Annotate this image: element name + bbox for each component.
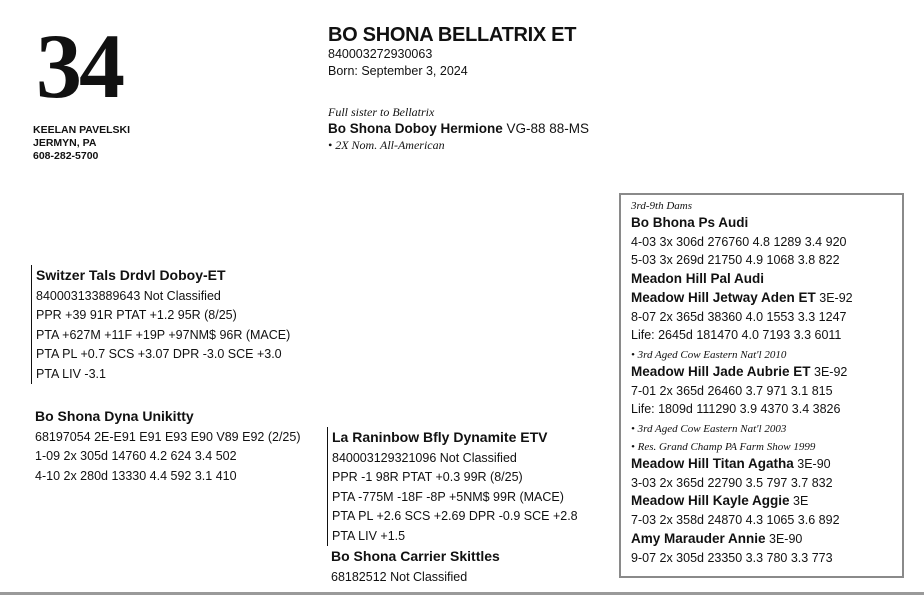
animal-header	[328, 24, 576, 80]
dam-name	[631, 289, 853, 308]
dam-dam-line: 68182512 Not Classified	[331, 569, 468, 584]
dam-record-row: 4-03 3x 306d 276760 4.8 1289 3.4 920	[631, 234, 847, 249]
relative-name: Bo Shona Doboy Hermione	[328, 121, 503, 136]
sire-line: PPR +39 91R PTAT +1.2 95R (8/25)	[36, 308, 237, 322]
animal-birthdate: Born: September 3, 2024	[328, 64, 468, 78]
dam-record-row: 8-07 2x 365d 38360 4.0 1553 3.3 1247	[631, 309, 847, 324]
dam-record-row: Life: 2645d 181470 4.0 7193 3.3 6011	[631, 328, 842, 343]
dam-name-text: Meadow Hill Kayle Aggie	[631, 493, 790, 509]
relative-classification: VG-88 88-MS	[502, 121, 590, 136]
sire-line: PTA +627M +11F +19P +97NM$ 96R (MACE)	[36, 327, 291, 342]
dam-name	[631, 455, 831, 474]
dam-name	[631, 270, 764, 289]
animal-id: 840003272930063	[328, 47, 433, 61]
relative-award: • 2X Nom. All-American	[328, 138, 445, 152]
sire-block	[31, 265, 290, 384]
consignor-location: JERMYN, PA	[33, 137, 97, 149]
dam-sire-line: 840003129321096 Not Classified	[332, 450, 517, 465]
dam-dam-name: Bo Shona Carrier Skittles	[331, 548, 500, 564]
dam-sire-name: La Raninbow Bfly Dynamite ETV	[332, 429, 548, 445]
dam-name	[631, 530, 802, 549]
extended-dams-label: 3rd-9th Dams	[631, 200, 693, 212]
extended-dams-box	[619, 193, 904, 578]
dam-record-row: Life: 1809d 111290 3.9 4370 3.4 3826	[631, 402, 841, 417]
dam-note	[328, 105, 589, 153]
dam-award-note: • Res. Grand Champ PA Farm Show 1999	[631, 441, 816, 454]
dam-classification: 3E-90	[765, 531, 803, 546]
dam-name	[631, 363, 847, 382]
sire-dam-line: 68197054 2E-E91 E91 E93 E90 V89 E92 (2/25)	[35, 429, 301, 444]
relative-line	[328, 120, 589, 138]
dam-sire-block	[327, 427, 578, 546]
sire-dam-line: 1-09 2x 305d 14760 4.2 624 3.4 502	[35, 449, 237, 463]
dam-dam-block	[331, 546, 500, 587]
dam-name	[631, 492, 808, 511]
dam-name-text: Meadow Hill Jetway Aden ET	[631, 289, 816, 305]
extended-dams-list	[631, 214, 892, 567]
dam-classification: 3E-92	[815, 290, 853, 305]
sire-line: PTA LIV -3.1	[36, 366, 106, 381]
sire-line: 840003133889643 Not Classified	[36, 288, 221, 303]
dam-sire-line: PTA LIV +1.5	[332, 528, 406, 543]
dam-record-row: 3-03 2x 365d 22790 3.5 797 3.7 832	[631, 475, 833, 490]
dam-record-row: 9-07 2x 305d 23350 3.3 780 3.3 773	[631, 550, 833, 565]
dam-record-row: 7-03 2x 358d 24870 4.3 1065 3.6 892	[631, 513, 840, 528]
dam-classification: 3E-90	[793, 457, 831, 472]
dam-name-text: Amy Marauder Annie	[631, 530, 766, 546]
consignor-phone: 608-282-5700	[33, 150, 99, 162]
dam-sire-line: PPR -1 98R PTAT +0.3 99R (8/25)	[332, 470, 523, 484]
consignor-name: KEELAN PAVELSKI	[33, 124, 131, 136]
bottom-divider	[0, 592, 924, 595]
dam-record-row: 7-01 2x 365d 26460 3.7 971 3.1 815	[631, 383, 833, 398]
dam-classification: 3E	[789, 494, 809, 509]
dam-name	[631, 214, 748, 233]
sire-dam-name: Bo Shona Dyna Unikitty	[35, 408, 194, 424]
relation-note: Full sister to Bellatrix	[328, 105, 435, 119]
dam-name-text: Meadow Hill Titan Agatha	[631, 456, 794, 472]
dam-award-note: • 3rd Aged Cow Eastern Nat'l 2003	[631, 423, 787, 436]
lot-number: 34	[36, 15, 122, 117]
dam-name-text: Meadon Hill Pal Audi	[631, 271, 765, 287]
dam-sire-line: PTA -775M -18F -8P +5NM$ 99R (MACE)	[332, 489, 564, 504]
sire-dam-block	[35, 406, 300, 486]
sire-name: Switzer Tals Drdvl Doboy-ET	[36, 267, 226, 283]
sire-dam-line: 4-10 2x 280d 13330 4.4 592 3.1 410	[35, 468, 237, 483]
dam-classification: 3E-92	[810, 364, 848, 379]
dam-record-row: 5-03 3x 269d 21750 4.9 1068 3.8 822	[631, 253, 840, 268]
sire-line: PTA PL +0.7 SCS +3.07 DPR -3.0 SCE +3.0	[36, 347, 282, 361]
consignor-info	[33, 124, 130, 163]
dam-sire-line: PTA PL +2.6 SCS +2.69 DPR -0.9 SCE +2.8	[332, 509, 578, 523]
dam-name-text: Meadow Hill Jade Aubrie ET	[631, 363, 811, 379]
animal-name: BO SHONA BELLATRIX ET	[328, 24, 577, 46]
dam-name-text: Bo Bhona Ps Audi	[631, 215, 749, 230]
dam-award-note: • 3rd Aged Cow Eastern Nat'l 2010	[631, 348, 787, 361]
